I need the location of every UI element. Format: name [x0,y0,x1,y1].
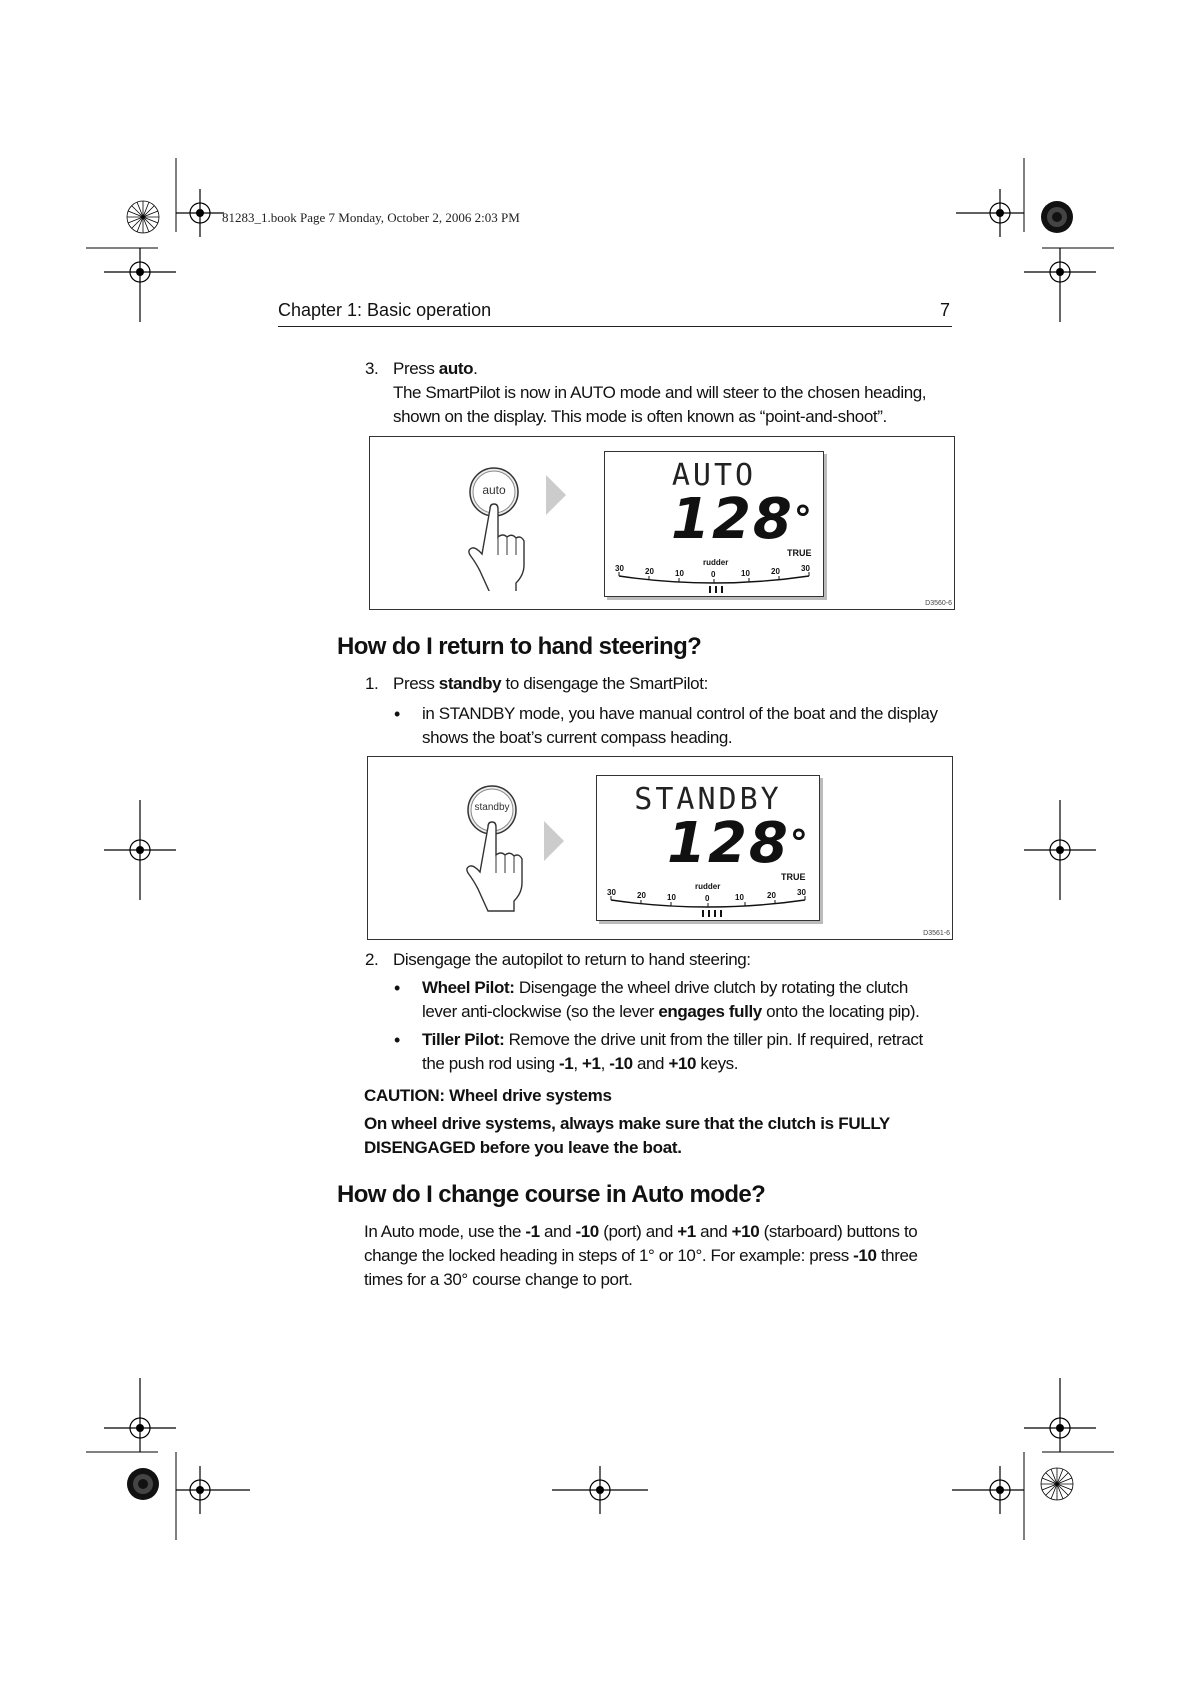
wheel-pilot-label: Wheel Pilot: [422,978,515,997]
lcd-true-label: TRUE [781,872,806,882]
lcd-heading [667,811,810,876]
key-plus-1: +1 [677,1222,696,1241]
step-text-rest: to disengage the SmartPilot: [505,674,708,693]
scale-tick-label: 0 [705,894,710,903]
scale-tick-label: 20 [771,567,780,576]
step-text: Press [393,674,435,693]
step-number: 1. [365,674,379,693]
step-number: 2. [365,950,379,969]
key-minus-1: -1 [525,1222,540,1241]
step-text: Disengage the autopilot to return to hand steering: [393,950,751,969]
step-1 [365,672,965,696]
para-text: In Auto mode, use the [364,1222,521,1241]
comma: , [573,1054,578,1073]
para-text: and [700,1222,728,1241]
scale-tick-label: 30 [801,564,810,573]
step-3 [365,357,965,431]
scale-tick-label: 20 [645,567,654,576]
caution-line-2: DISENGAGED before you leave the boat. [364,1138,682,1157]
key-minus-10: -10 [853,1246,877,1265]
para-text: and [543,1222,572,1241]
step-2 [365,948,965,972]
tiller-pilot-text: keys. [700,1054,739,1073]
auto-figure [369,436,955,610]
lcd-mode: AUTO [671,458,757,493]
scale-tick-label: 20 [767,891,776,900]
comma: , [600,1054,605,1073]
para-text: three [880,1246,918,1265]
auto-button-label: auto [482,483,506,497]
caution-title: CAUTION: Wheel drive systems [364,1086,612,1105]
figure-id: D3560-6 [925,600,952,607]
tiller-pilot-label: Tiller Pilot: [422,1030,505,1049]
figure-id: D3561-6 [923,930,950,937]
para-text: change the locked heading in steps of 1° or 10°. For example: press [364,1246,849,1265]
key-plus-10: +10 [731,1222,760,1241]
para-text: (port) and [603,1222,673,1241]
key-minus-10: -10 [575,1222,599,1241]
lcd-heading [671,487,814,552]
step-line-3: shown on the display. This mode is often known as “point-and-shoot”. [393,407,887,426]
heading-degree: ° [793,499,814,540]
lcd-mode: STANDBY [634,782,782,817]
lcd-rudder-label: rudder [703,558,729,567]
lcd-rudder-label: rudder [695,882,721,891]
standby-figure [367,756,953,940]
page-number: 7 [939,300,950,320]
bullet-icon: • [394,1030,400,1050]
section-heading-change-course: How do I change course in Auto mode? [337,1181,766,1208]
section-heading-hand-steering: How do I return to hand steering? [337,633,702,660]
change-course-paragraph [364,1220,964,1292]
heading-degree: ° [789,823,810,864]
scale-tick-label: 10 [735,893,744,902]
bullet-line-2: shows the boat’s current compass heading. [422,728,733,747]
bullet-icon: • [394,978,400,998]
scale-tick-label: 10 [667,893,676,902]
scale-tick-label: 30 [607,888,616,897]
wheel-pilot-bullet [394,976,964,1024]
arrow-right-icon [544,473,568,517]
step-line-2: The SmartPilot is now in AUTO mode and will steer to the chosen heading, [393,383,927,402]
wheel-pilot-text: lever anti-clockwise (so the lever [422,1002,655,1021]
bullet-line-1: in STANDBY mode, you have manual control of the boat and the display [422,704,938,723]
standby-bullet [394,702,964,750]
scale-tick-label: 10 [741,569,750,578]
para-text: (starboard) buttons to [763,1222,918,1241]
step-punct: . [473,359,478,378]
wheel-pilot-text: onto the locating pip). [766,1002,920,1021]
scale-tick-label: 0 [711,570,716,579]
rudder-scale-arc [597,896,819,920]
wheel-pilot-text: Disengage the wheel drive clutch by rotating the clutch [518,978,908,997]
scale-tick-label: 30 [615,564,624,573]
tiller-pilot-text: Remove the drive unit from the tiller pin. If required, retract [508,1030,923,1049]
tiller-pilot-bullet [394,1028,964,1076]
file-slug: 81283_1.book Page 7 Monday, October 2, 2006 2:03 PM [222,210,520,225]
rudder-scale-arc [605,572,823,596]
key-plus-1: +1 [582,1054,601,1073]
key-plus-10: +10 [668,1054,697,1073]
running-header [278,300,952,327]
tiller-pilot-text: the push rod using [422,1054,555,1073]
chapter-title: Chapter 1: Basic operation [278,300,492,320]
standby-lcd-display [596,775,820,921]
lcd-true-label: TRUE [787,548,812,558]
bullet-icon: • [394,704,400,724]
caution-line-1: On wheel drive systems, always make sure that the clutch is FULLY [364,1114,890,1133]
step-number: 3. [365,359,379,378]
key-minus-10: -10 [609,1054,633,1073]
standby-button-label: standby [474,802,510,813]
arrow-right-icon [542,819,566,863]
para-text: times for a 30° course change to port. [364,1270,633,1289]
key-minus-1: -1 [559,1054,574,1073]
step-text: Press [393,359,435,378]
heading-value: 128 [667,811,790,876]
scale-tick-label: 30 [797,888,806,897]
auto-key-label: auto [438,359,474,378]
auto-lcd-display [604,451,824,597]
engages-fully-emphasis: engages fully [658,1002,762,1021]
heading-value: 128 [671,487,794,552]
scale-tick-label: 10 [675,569,684,578]
and-text: and [636,1054,665,1073]
standby-key-label: standby [438,674,502,693]
scale-tick-label: 20 [637,891,646,900]
